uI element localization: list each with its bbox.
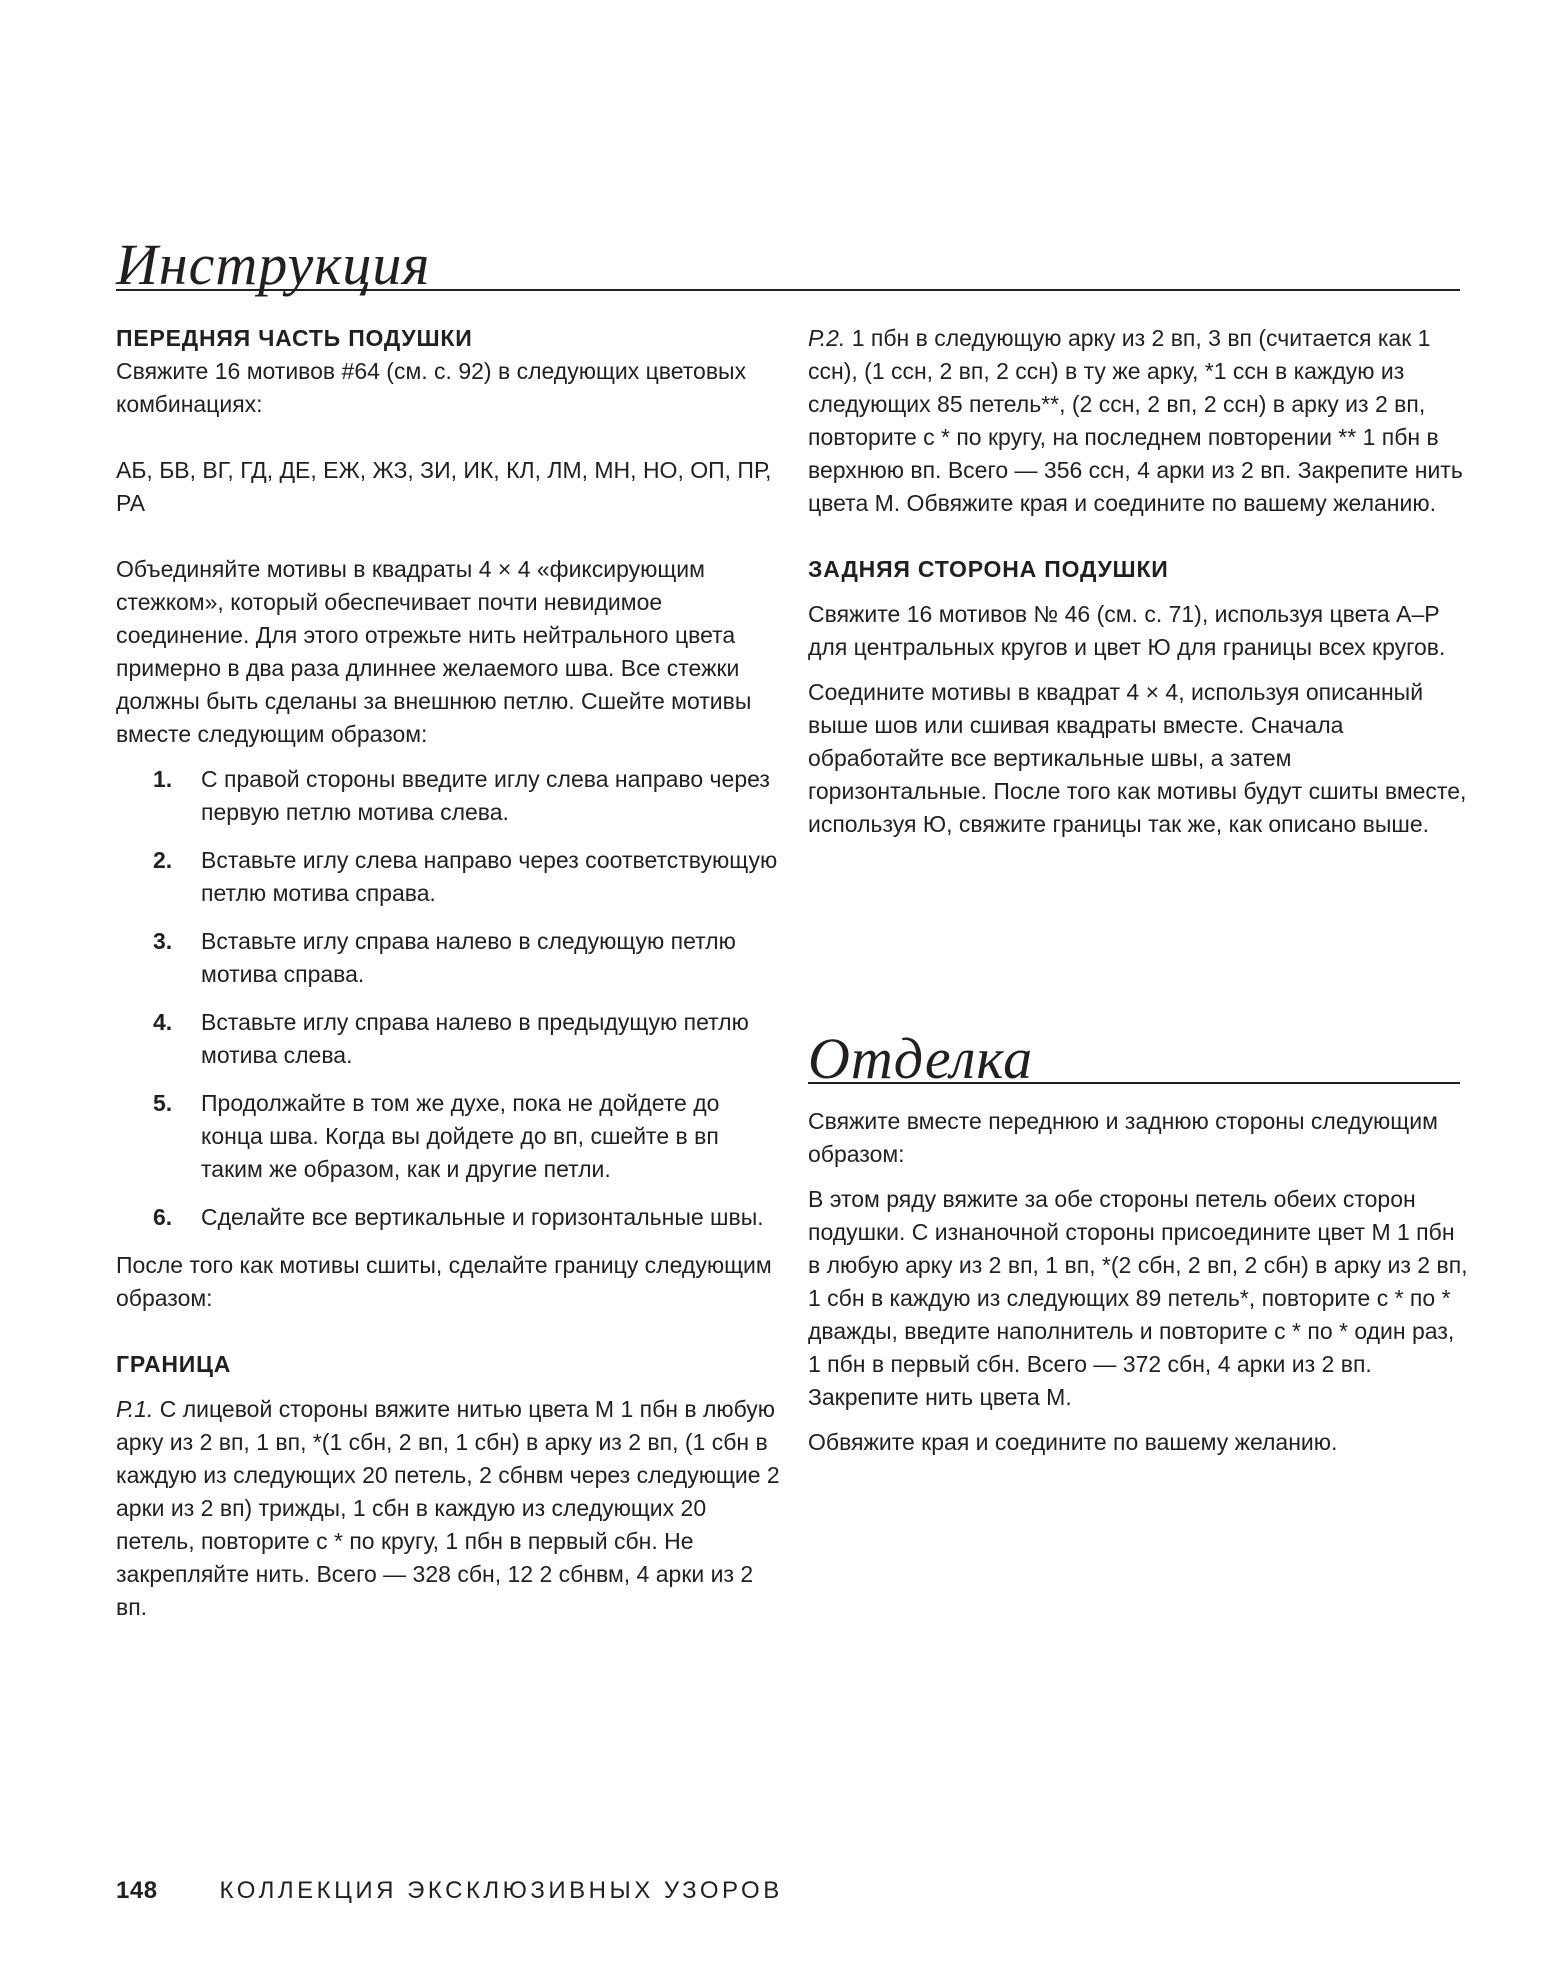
row-1-label: Р.1.	[116, 1396, 154, 1422]
step-number: 2.	[153, 847, 173, 873]
back-paragraph-2: Соедините мотивы в квадрат 4 × 4, используя описанный выше шов или сшивая квадраты вместе. Сначала обработайте все вертикальные швы, а затем горизонтальные. После того как мотивы будут сшиты вместе, используя Ю, свяжите границы так же, как описано выше.	[808, 679, 1467, 837]
step-item	[116, 1087, 780, 1186]
join-instructions: Объединяйте мотивы в квадраты 4 × 4 «фиксирующим стежком», который обеспечивает почти невидимое соединение. Для этого отрежьте нить нейтрального цвета примерно в два раза длиннее желаемого шва. Все стежки должны быть сделаны за внешнюю петлю. Сшейте мотивы вместе следующим образом:	[116, 556, 752, 747]
step-item	[116, 1006, 780, 1072]
step-item	[116, 844, 780, 910]
finishing-title-rule	[808, 1082, 1460, 1084]
sewing-steps	[116, 763, 780, 1234]
instructions-title-rule	[116, 289, 1460, 291]
row-2-label: Р.2.	[808, 325, 846, 351]
finishing-title: Отделка	[808, 1026, 1034, 1091]
step-item	[116, 763, 780, 829]
row-2-text: 1 пбн в следующую арку из 2 вп, 3 вп (считается как 1 ссн), (1 ссн, 2 вп, 2 ссн) в ту же арку, *1 ссн в каждую из следующих 85 петель**, (2 ссн, 2 вп, 2 ссн) в арку из 2 вп, повторите с * по кругу, на последнем повторении ** 1 пбн в верхнюю вп. Всего — 356 ссн, 4 арки из 2 вп. Закрепите нить цвета М. Обвяжите края и соедините по вашему желанию.	[808, 325, 1463, 516]
border-heading: ГРАНИЦА	[116, 1351, 232, 1377]
step-text: Вставьте иглу слева направо через соответствующую петлю мотива справа.	[201, 847, 778, 906]
step-text: Сделайте все вертикальные и горизонтальные швы.	[201, 1204, 764, 1230]
finishing-column	[808, 1105, 1468, 1471]
instructions-title: Инструкция	[116, 232, 431, 297]
book-title: КОЛЛЕКЦИЯ ЭКСКЛЮЗИВНЫХ УЗОРОВ	[219, 1877, 783, 1904]
color-combinations: АБ, БВ, ВГ, ГД, ДЕ, ЕЖ, ЖЗ, ЗИ, ИК, КЛ, ЛМ, МН, НО, ОП, ПР, РА	[116, 457, 772, 516]
left-column	[116, 322, 780, 1636]
step-text: Вставьте иглу справа налево в следующую петлю мотива справа.	[201, 928, 736, 987]
back-heading: ЗАДНЯЯ СТОРОНА ПОДУШКИ	[808, 556, 1169, 582]
step-number: 5.	[153, 1090, 173, 1116]
step-item	[116, 925, 780, 991]
step-text: Продолжайте в том же духе, пока не дойдете до конца шва. Когда вы дойдете до вп, сшейте в вп таким же образом, как и другие петли.	[201, 1090, 720, 1182]
page-number: 148	[116, 1877, 158, 1904]
step-number: 4.	[153, 1009, 173, 1035]
back-paragraph-1: Свяжите 16 мотивов № 46 (см. с. 71), используя цвета А–Р для центральных кругов и цвет Ю для границы всех кругов.	[808, 601, 1446, 660]
step-text: Вставьте иглу справа налево в предыдущую петлю мотива слева.	[201, 1009, 749, 1068]
step-item	[116, 1201, 780, 1234]
finishing-paragraph-3: Обвяжите края и соедините по вашему желанию.	[808, 1429, 1338, 1455]
front-intro: Свяжите 16 мотивов #64 (см. с. 92) в следующих цветовых комбинациях:	[116, 358, 747, 417]
step-number: 1.	[153, 766, 173, 792]
finishing-paragraph-2: В этом ряду вяжите за обе стороны петель обеих сторон подушки. С изнаночной стороны присоедините цвет М 1 пбн в любую арку из 2 вп, 1 вп, *(2 сбн, 2 вп, 2 сбн) в арку из 2 вп, 1 сбн в каждую из следующих 89 петель*, повторите с * по * дважды, введите наполнитель и повторите с * по * один раз, 1 пбн в первый сбн. Всего — 372 сбн, 4 арки из 2 вп. Закрепите нить цвета М.	[808, 1186, 1468, 1410]
right-column	[808, 322, 1468, 853]
after-sewing-text: После того как мотивы сшиты, сделайте границу следующим образом:	[116, 1252, 772, 1311]
border-row-2	[808, 322, 1468, 520]
border-row-1	[116, 1393, 780, 1624]
front-heading: ПЕРЕДНЯЯ ЧАСТЬ ПОДУШКИ	[116, 325, 473, 351]
step-text: С правой стороны введите иглу слева направо через первую петлю мотива слева.	[201, 766, 770, 825]
step-number: 3.	[153, 928, 173, 954]
finishing-paragraph-1: Свяжите вместе переднюю и заднюю стороны следующим образом:	[808, 1108, 1438, 1167]
step-number: 6.	[153, 1204, 173, 1230]
row-1-text: С лицевой стороны вяжите нитью цвета М 1 пбн в любую арку из 2 вп, 1 вп, *(1 сбн, 2 вп, 1 сбн) в арку из 2 вп, (1 сбн в каждую из следующих 20 петель, 2 сбнвм через следующие 2 арки из 2 вп) трижды, 1 сбн в каждую из следующих 20 петель, повторите с * по кругу, 1 пбн в первый сбн. Не закрепляйте нить. Всего — 328 сбн, 12 2 сбнвм, 4 арки из 2 вп.	[116, 1396, 780, 1620]
page-footer	[116, 1876, 783, 1906]
